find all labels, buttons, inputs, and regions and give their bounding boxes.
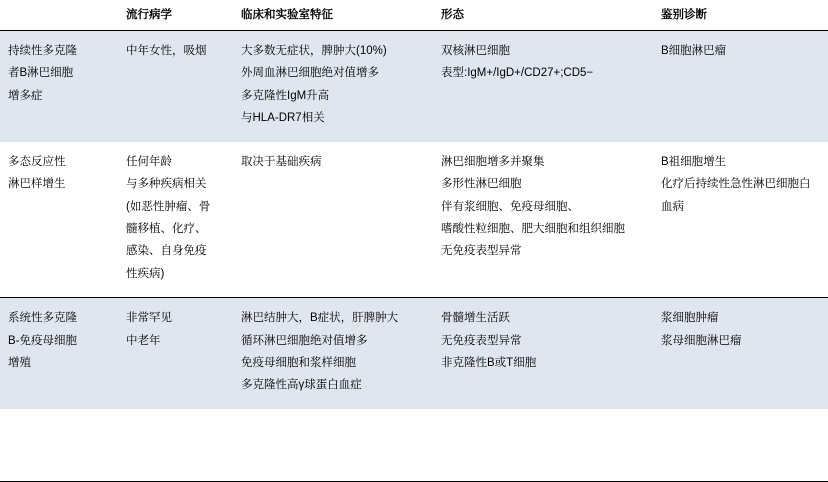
- row-2-entity: 多态反应性 淋巴样增生: [0, 142, 118, 298]
- row-1-differential: B细胞淋巴瘤: [653, 31, 828, 142]
- row-3-entity: 系统性多克隆 B-免疫母细胞 增殖: [0, 298, 118, 409]
- column-header-epidemiology: 流行病学: [118, 0, 233, 31]
- column-header-morphology: 形态: [433, 0, 653, 31]
- row-3-differential: 浆细胞肿瘤 浆母细胞淋巴瘤: [653, 298, 828, 409]
- row-2-morphology: 淋巴细胞增多并聚集 多形性淋巴细胞 伴有浆细胞、免疫母细胞、 嗜酸性粒细胞、肥大细胞和组织细胞 无免疫表型异常: [433, 142, 653, 298]
- row-1-clinical-lab: 大多数无症状，脾肿大(10%) 外周血淋巴细胞绝对值增多 多克隆性IgM升高 与HLA-DR7相关: [233, 31, 433, 142]
- table-body: [0, 31, 828, 409]
- table-row: [0, 31, 828, 142]
- row-2-differential: B祖细胞增生 化疗后持续性急性淋巴细胞白 血病: [653, 142, 828, 298]
- row-1-entity: 持续性多克隆 者B淋巴细胞 增多症: [0, 31, 118, 142]
- row-3-morphology: 骨髓增生活跃 无免疫表型异常 非克隆性B或T细胞: [433, 298, 653, 409]
- row-2-clinical-lab: 取决于基础疾病: [233, 142, 433, 298]
- row-3-clinical-lab: 淋巴结肿大，B症状，肝脾肿大 循环淋巴细胞绝对值增多 免疫母细胞和浆样细胞 多克隆性高γ球蛋白血症: [233, 298, 433, 409]
- row-2-epidemiology: 任何年龄 与多种疾病相关 (如恶性肿瘤、骨 髓移植、化疗、 感染、自身免疫 性疾病): [118, 142, 233, 298]
- table-row: [0, 142, 828, 298]
- row-1-epidemiology: 中年女性，吸烟: [118, 31, 233, 142]
- table-header-row: [0, 0, 828, 31]
- table-row: [0, 298, 828, 409]
- row-3-epidemiology: 非常罕见 中老年: [118, 298, 233, 409]
- column-header-clinical-lab: 临床和实验室特征: [233, 0, 433, 31]
- column-header-differential: 鉴别诊断: [653, 0, 828, 31]
- row-1-morphology: 双核淋巴细胞 表型:IgM+/IgD+/CD27+;CD5−: [433, 31, 653, 142]
- table-header: [0, 0, 828, 31]
- column-header-0: [0, 0, 118, 31]
